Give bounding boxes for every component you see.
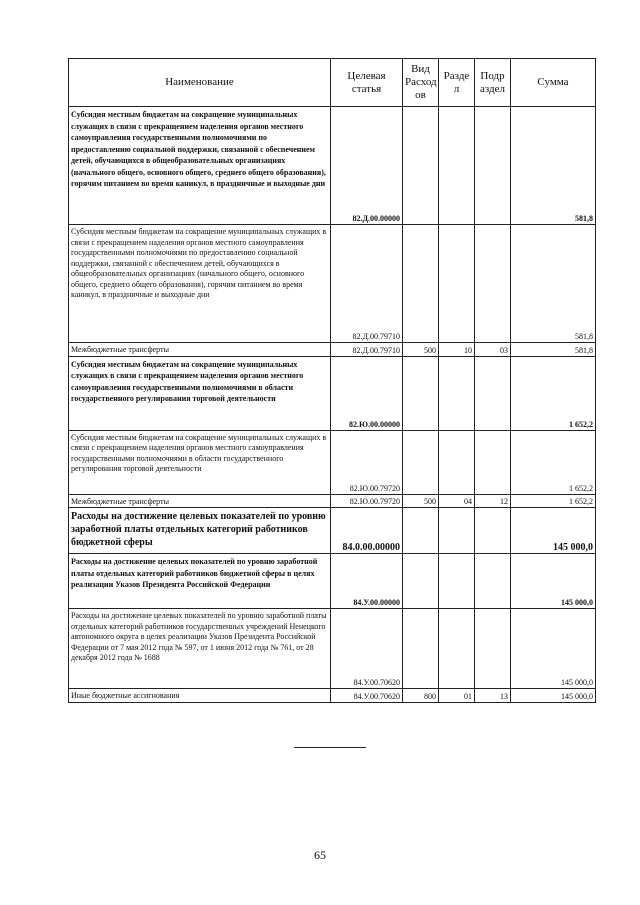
row-name: Субсидия местным бюджетам на сокращение муниципальных служащих в связи с прекращением наделения органов местного самоуправления государственными полномочиями по предоставлению социальной поддержки, связанной с обеспечением детей, обучающихся в общеобразовательных организациях (начального общего, основного общего, среднего общего образования), горячим питанием во время каникул, в праздничные и выходные дни <box>69 225 331 343</box>
row-razdel: 01 <box>439 689 475 703</box>
table-row <box>69 494 596 508</box>
row-code: 84.0.00.00000 <box>331 508 403 554</box>
row-podrazdel: 12 <box>475 494 511 508</box>
row-podrazdel: 03 <box>475 343 511 357</box>
row-vid <box>403 554 439 609</box>
row-name: Иные бюджетные ассигнования <box>69 689 331 703</box>
row-podrazdel: 13 <box>475 689 511 703</box>
row-code: 82.Д.00.79710 <box>331 225 403 343</box>
row-sum: 145 000,0 <box>511 554 596 609</box>
row-vid <box>403 356 439 430</box>
table-row <box>69 508 596 554</box>
row-name: Межбюджетные трансферты <box>69 494 331 508</box>
row-vid: 800 <box>403 689 439 703</box>
header-name: Наименование <box>69 59 331 107</box>
row-sum: 581,8 <box>511 107 596 225</box>
row-name: Межбюджетные трансферты <box>69 343 331 357</box>
row-name: Субсидия местным бюджетам на сокращение муниципальных служащих в связи с прекращением наделения органов местного самоуправления государственными полномочиями в области государственного регулирования торговой деятельности <box>69 430 331 494</box>
header-razdel: Разде л <box>439 59 475 107</box>
row-code: 82.Ю.00.79720 <box>331 494 403 508</box>
row-razdel <box>439 609 475 689</box>
row-vid: 500 <box>403 494 439 508</box>
header-sum: Сумма <box>511 59 596 107</box>
row-razdel <box>439 225 475 343</box>
row-razdel: 10 <box>439 343 475 357</box>
row-sum: 1 652,2 <box>511 356 596 430</box>
table-row <box>69 356 596 430</box>
row-podrazdel <box>475 430 511 494</box>
table-row <box>69 107 596 225</box>
table-row <box>69 609 596 689</box>
table-row <box>69 689 596 703</box>
row-vid: 500 <box>403 343 439 357</box>
row-sum: 1 652,2 <box>511 430 596 494</box>
header-podrazdel: Подр аздел <box>475 59 511 107</box>
row-vid <box>403 107 439 225</box>
row-code: 82.Д.00.79710 <box>331 343 403 357</box>
row-podrazdel <box>475 107 511 225</box>
table-row <box>69 343 596 357</box>
row-sum: 581,8 <box>511 225 596 343</box>
row-razdel: 04 <box>439 494 475 508</box>
table-row <box>69 554 596 609</box>
row-name: Субсидия местным бюджетам на сокращение муниципальных служащих в связи с прекращением наделения органов местного самоуправления государственными полномочиями в области государственного регулирования торговой деятельности <box>69 356 331 430</box>
row-vid <box>403 225 439 343</box>
header-vid: Вид Расход ов <box>403 59 439 107</box>
row-name: Субсидия местным бюджетам на сокращение муниципальных служащих в связи с прекращением наделения органов местного самоуправления государственными полномочиями по предоставлению социальной поддержки, связанной с обеспечением детей, обучающихся в общеобразовательных организациях (начального общего, основного общего, среднего общего образования), горячим питанием во время каникул, в праздничные и выходные дни <box>69 107 331 225</box>
row-code: 84.У.00.00000 <box>331 554 403 609</box>
table-row <box>69 225 596 343</box>
row-razdel <box>439 107 475 225</box>
row-vid <box>403 430 439 494</box>
row-name: Расходы на достижение целевых показателей по уровню заработной платы отдельных категорий работников государственных учреждений Ненецкого автономного округа в целях реализации Указов Президента Российской Федерации от 7 мая 2012 года № 597, от 1 июня 2012 года № 761, от 28 декабря 2012 года № 1688 <box>69 609 331 689</box>
row-vid <box>403 609 439 689</box>
row-podrazdel <box>475 508 511 554</box>
row-razdel <box>439 508 475 554</box>
row-sum: 581,8 <box>511 343 596 357</box>
row-podrazdel <box>475 609 511 689</box>
table-row <box>69 430 596 494</box>
row-sum: 1 652,2 <box>511 494 596 508</box>
row-name: Расходы на достижение целевых показателей по уровню заработной платы отдельных категорий работников бюджетной сферы в целях реализации Указов Президента Российской Федерации <box>69 554 331 609</box>
row-code: 82.Ю.00.00000 <box>331 356 403 430</box>
footer-divider <box>294 747 366 748</box>
row-razdel <box>439 554 475 609</box>
row-podrazdel <box>475 356 511 430</box>
row-razdel <box>439 356 475 430</box>
row-razdel <box>439 430 475 494</box>
row-sum: 145 000,0 <box>511 508 596 554</box>
row-code: 82.Ю.00.79720 <box>331 430 403 494</box>
budget-table <box>68 58 596 703</box>
row-sum: 145 000,0 <box>511 689 596 703</box>
table-header-row <box>69 59 596 107</box>
row-name: Расходы на достижение целевых показателей по уровню заработной платы отдельных категорий работников бюджетной сферы <box>69 508 331 554</box>
row-sum: 145 000,0 <box>511 609 596 689</box>
row-podrazdel <box>475 554 511 609</box>
header-code: Целевая статья <box>331 59 403 107</box>
row-podrazdel <box>475 225 511 343</box>
row-code: 82.Д.00.00000 <box>331 107 403 225</box>
row-code: 84.У.00.70620 <box>331 609 403 689</box>
page-number: 65 <box>314 848 326 862</box>
row-vid <box>403 508 439 554</box>
row-code: 84.У.00.70620 <box>331 689 403 703</box>
